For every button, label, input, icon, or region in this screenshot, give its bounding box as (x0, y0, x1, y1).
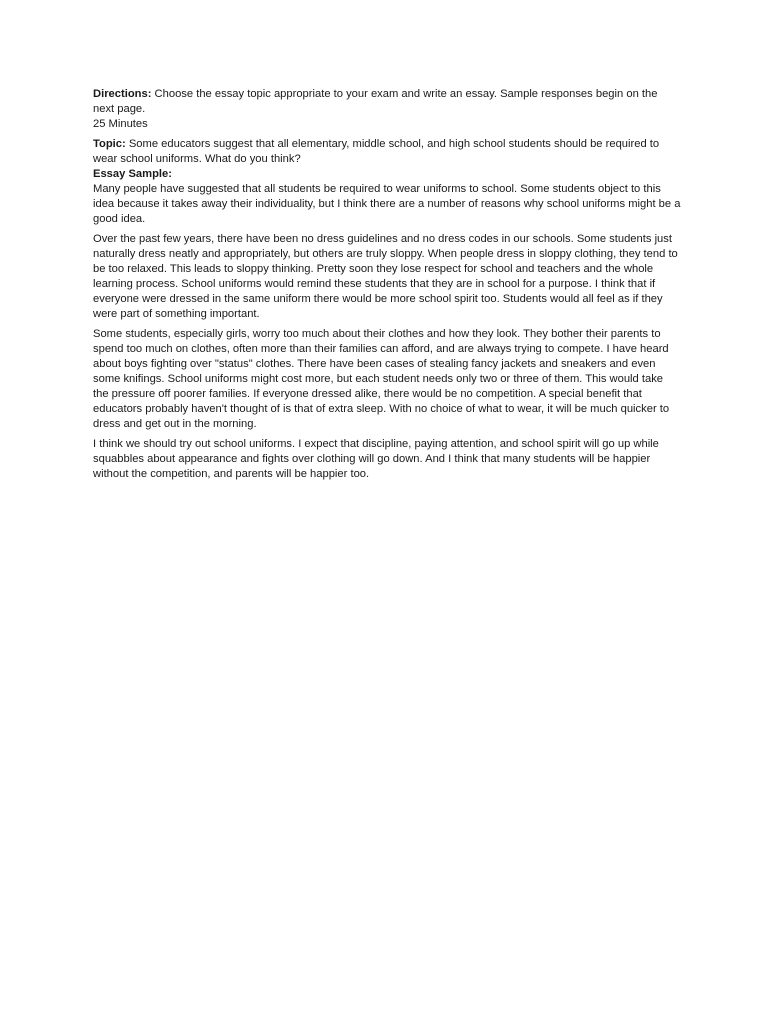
document-page (93, 87, 681, 482)
directions-line (93, 87, 681, 117)
essay-paragraph-1: Many people have suggested that all students be required to wear uniforms to school. Some students object to this idea because it takes away their individuality, but I think there are a number of reasons why school uniforms might be a good idea. (93, 183, 681, 225)
topic-text: Some educators suggest that all elementary, middle school, and high school students should be required to wear school uniforms. What do you think? (93, 138, 660, 165)
essay-paragraph-2: Over the past few years, there have been no dress guidelines and no dress codes in our schools. Some students just naturally dress neatly and appropriately, but others are truly sloppy. When people dress in sloppy clothing, they tend to be too relaxed. This leads to sloppy thinking. Pretty soon they lose respect for school and teachers and the whole learning process. School uniforms would remind these students that they are in school for a purpose. I think that if everyone were dressed in the same uniform there would be more school spirit too. Students would all feel as if they were part of something important. (93, 233, 678, 320)
directions-label: Directions: (93, 88, 152, 100)
topic-label: Topic: (93, 138, 126, 150)
directions-text: Choose the essay topic appropriate to your exam and write an essay. Sample responses begin on the next page. (93, 88, 658, 115)
time-limit: 25 Minutes (93, 118, 148, 130)
essay-paragraph-4: I think we should try out school uniforms. I expect that discipline, paying attention, and school spirit will go up while squabbles about appearance and fights over clothing will go down. And I think that many students will be happier without the competition, and parents will be happier too. (93, 438, 659, 480)
topic-line (93, 137, 681, 167)
essay-sample-heading: Essay Sample: (93, 168, 172, 180)
essay-paragraph-3: Some students, especially girls, worry too much about their clothes and how they look. They bother their parents to spend too much on clothes, often more than their families can afford, and are always trying to compete. I have heard about boys fighting over "status" clothes. There have been cases of stealing fancy jackets and sneakers and even some knifings. School uniforms might cost more, but each student needs only two or three of them. This would take the pressure off poorer families. If everyone dressed alike, there would be no competition. A special benefit that educators probably haven't thought of is that of extra sleep. With no choice of what to wear, it will be much quicker to dress and get out in the morning. (93, 328, 670, 430)
